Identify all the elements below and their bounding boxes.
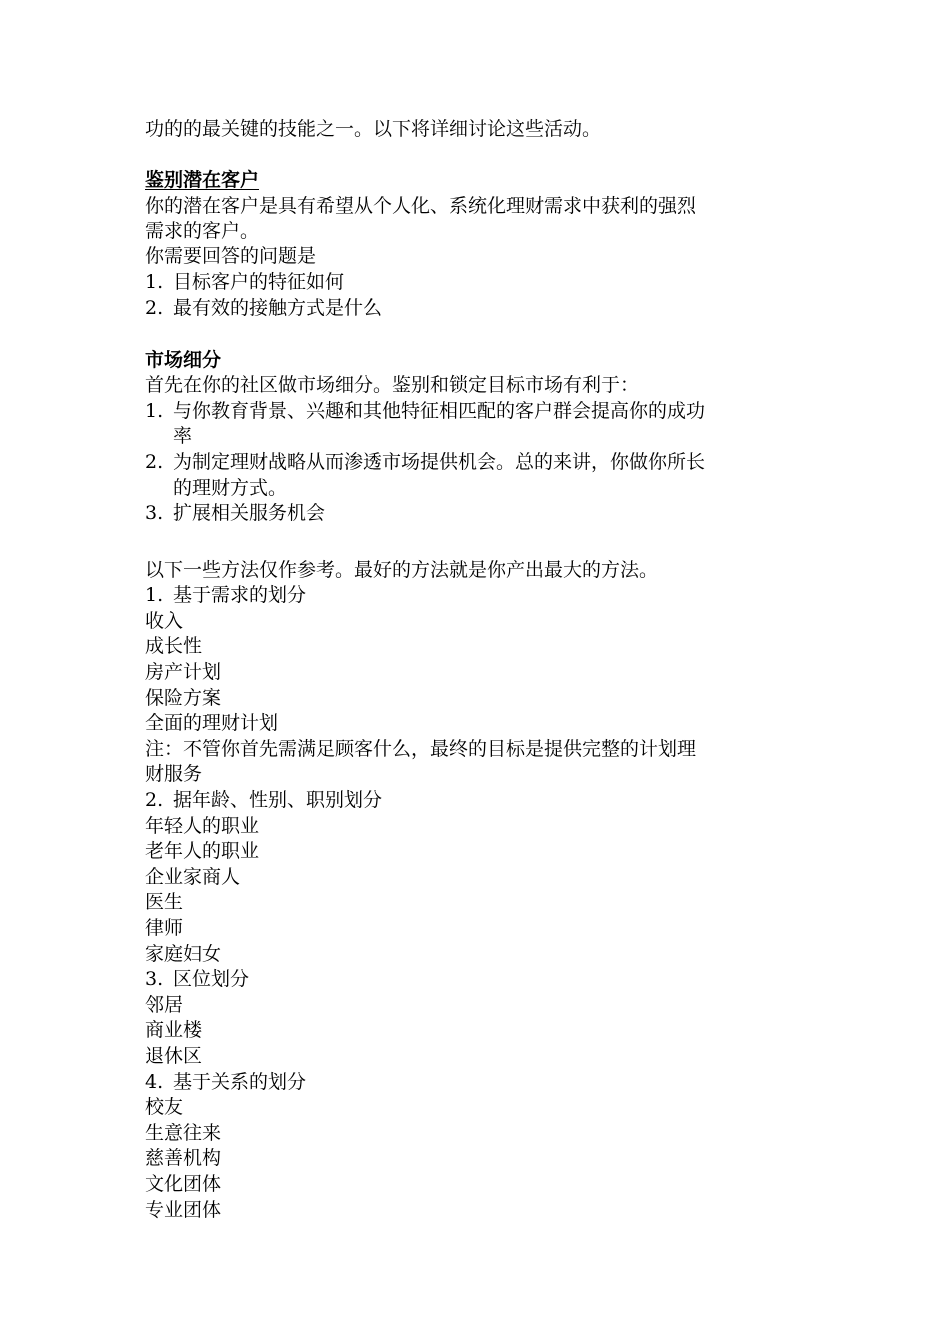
paragraph-line: 你的潜在客户是具有希望从个人化、系统化理财需求中获利的强烈 bbox=[145, 195, 697, 217]
list-item: 家庭妇女 bbox=[145, 943, 222, 965]
list-number: 2. bbox=[145, 451, 164, 473]
list-number: 1. bbox=[145, 271, 164, 293]
list-text: 基于需求的划分 bbox=[173, 584, 307, 606]
methods-intro: 以下一些方法仅作参考。最好的方法就是你产出最大的方法。 bbox=[145, 559, 659, 581]
section-heading-segmentation: 市场细分 bbox=[145, 349, 222, 371]
list-item bbox=[145, 296, 815, 322]
list-item bbox=[145, 501, 815, 527]
list-number: 2. bbox=[145, 297, 164, 319]
list-item-continuation: 率 bbox=[173, 425, 193, 447]
list-item: 老年人的职业 bbox=[145, 840, 260, 862]
list-number: 1. bbox=[145, 400, 164, 422]
list-number: 1. bbox=[145, 584, 164, 606]
list-item: 文化团体 bbox=[145, 1173, 222, 1195]
list-text: 据年龄、性别、职别划分 bbox=[173, 789, 383, 811]
list-item: 邻居 bbox=[145, 994, 184, 1016]
list-item: 律师 bbox=[145, 917, 184, 939]
list-item: 成长性 bbox=[145, 635, 203, 657]
list-item bbox=[145, 270, 815, 296]
method-title bbox=[145, 1070, 815, 1096]
list-item: 年轻人的职业 bbox=[145, 815, 260, 837]
list-item: 商业楼 bbox=[145, 1019, 203, 1041]
list-text: 目标客户的特征如何 bbox=[173, 271, 345, 293]
list-item: 保险方案 bbox=[145, 687, 222, 709]
list-item bbox=[145, 450, 815, 476]
list-number: 3. bbox=[145, 968, 164, 990]
list-text: 最有效的接触方式是什么 bbox=[173, 297, 383, 319]
list-item: 校友 bbox=[145, 1096, 184, 1118]
method-title bbox=[145, 583, 815, 609]
list-item: 慈善机构 bbox=[145, 1147, 222, 1169]
list-item bbox=[145, 399, 815, 425]
list-item: 生意往来 bbox=[145, 1122, 222, 1144]
intro-text: 功的的最关键的技能之一。以下将详细讨论这些活动。 bbox=[145, 118, 602, 140]
note-line: 财服务 bbox=[145, 763, 203, 785]
question-intro: 你需要回答的问题是 bbox=[145, 245, 317, 267]
segmentation-intro: 首先在你的社区做市场细分。鉴别和锁定目标市场有利于： bbox=[145, 374, 640, 396]
list-number: 2. bbox=[145, 789, 164, 811]
list-text: 基于关系的划分 bbox=[173, 1071, 307, 1093]
note-line: 注：不管你首先需满足顾客什么，最终的目标是提供完整的计划理 bbox=[145, 738, 697, 760]
list-number: 3. bbox=[145, 502, 164, 524]
list-item: 专业团体 bbox=[145, 1199, 222, 1221]
list-item: 房产计划 bbox=[145, 661, 222, 683]
method-title bbox=[145, 788, 815, 814]
list-item: 全面的理财计划 bbox=[145, 712, 279, 734]
list-text: 为制定理财战略从而渗透市场提供机会。总的来讲，你做你所长 bbox=[173, 451, 706, 473]
list-item: 企业家商人 bbox=[145, 866, 241, 888]
list-text: 扩展相关服务机会 bbox=[173, 502, 326, 524]
list-item-continuation: 的理财方式。 bbox=[173, 477, 288, 499]
list-number: 4. bbox=[145, 1071, 164, 1093]
section-heading-prospects: 鉴别潜在客户 bbox=[145, 169, 260, 191]
list-text: 与你教育背景、兴趣和其他特征相匹配的客户群会提高你的成功 bbox=[173, 400, 706, 422]
paragraph-line: 需求的客户。 bbox=[145, 220, 260, 242]
list-item: 退休区 bbox=[145, 1045, 203, 1067]
method-title bbox=[145, 967, 815, 993]
list-item: 医生 bbox=[145, 891, 184, 913]
list-text: 区位划分 bbox=[173, 968, 250, 990]
list-item: 收入 bbox=[145, 610, 184, 632]
